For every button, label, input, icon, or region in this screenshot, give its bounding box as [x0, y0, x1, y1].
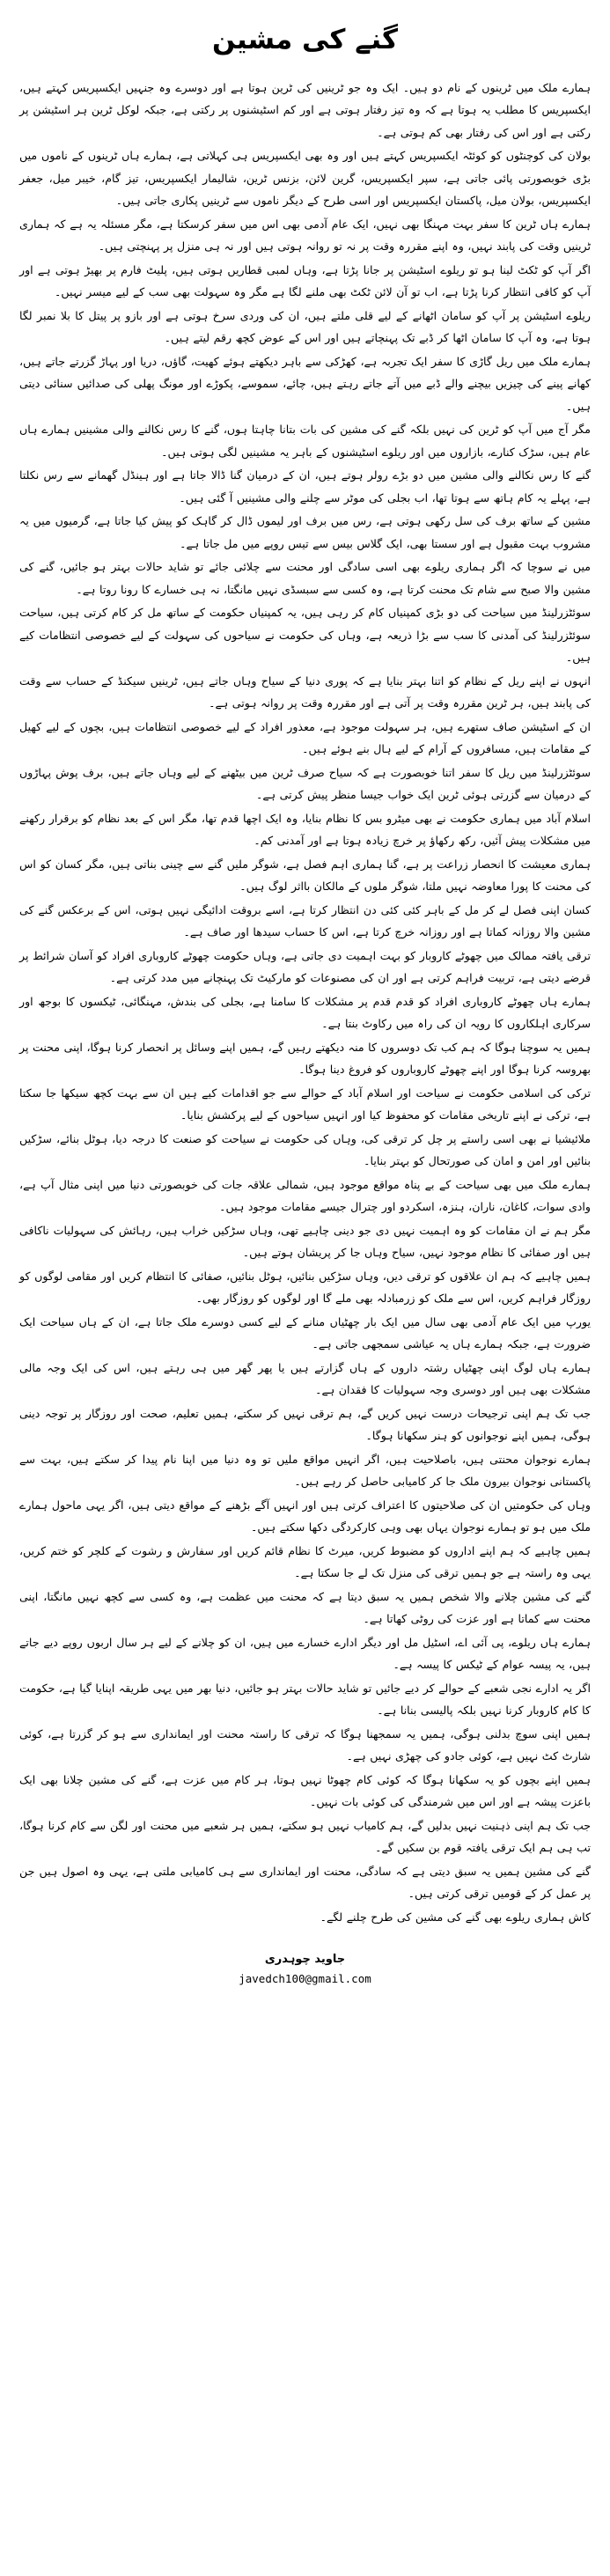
article-paragraph: گنے کی مشین ہمیں یہ سبق دیتی ہے کہ سادگی، محنت اور ایمانداری سے ہی کامیابی ملتی ہے، یہی وہ اصول ہیں جن پر عمل کر کے قومیں ترقی کرتی ہیں۔	[19, 1864, 591, 1901]
page-title: گنے کی مشین	[211, 24, 399, 55]
article-paragraph: ہمیں اپنی سوچ بدلنی ہوگی، ہمیں یہ سمجھنا ہوگا کہ ترقی کا راستہ محنت اور ایمانداری سے ہو کر گزرتا ہے، کوئی شارٹ کٹ نہیں ہے، کوئی جادو کی چھڑی نہیں ہے۔	[19, 1726, 591, 1763]
article-paragraph: میں نے سوچا کہ اگر ہماری ریلوے بھی اسی سادگی اور محنت سے چلائی جائے تو شاید حالات بہتر ہو جائیں، گنے کی مشین والا صبح سے شام تک محنت کرتا ہے، وہ کسی سے سبسڈی نہیں مانگتا، نہ ہی خسارے کا رونا روتا ہے۔	[19, 560, 591, 596]
article-paragraph: گنے کا رس نکالنے والی مشین میں دو بڑے رولر ہوتے ہیں، ان کے درمیان گنا ڈالا جاتا ہے اور ہینڈل گھمانے سے رس نکلتا ہے، پہلے یہ کام ہاتھ سے ہوتا تھا، اب بجلی کی موٹر سے چلنے والی مشینیں آ گئی ہیں۔	[19, 468, 591, 504]
article-paragraph: یورپ میں ایک عام آدمی بھی سال میں ایک بار چھٹیاں منانے کے لیے کسی دوسرے ملک جاتا ہے، ان کے ہاں سیاحت ایک ضرورت ہے، جبکہ ہمارے ہاں یہ عیاشی سمجھی جاتی ہے۔	[19, 1314, 591, 1351]
article-paragraph: ہمارے نوجوان محنتی ہیں، باصلاحیت ہیں، اگر انہیں مواقع ملیں تو وہ دنیا میں اپنا نام پیدا کر سکتے ہیں، بہت سے پاکستانی نوجوان بیرون ملک جا کر کامیابی حاصل کر رہے ہیں۔	[19, 1452, 591, 1489]
article-paragraph: ان کے اسٹیشن صاف ستھرے ہیں، ہر سہولت موجود ہے، معذور افراد کے لیے خصوصی انتظامات ہیں، بچوں کے لیے کھیل کے مقامات ہیں، مسافروں کے آرام کے لیے ہال بنے ہوئے ہیں۔	[19, 719, 591, 756]
article-paragraph: ہمیں چاہیے کہ ہم اپنے اداروں کو مضبوط کریں، میرٹ کا نظام قائم کریں اور سفارش و رشوت کے کلچر کو ختم کریں، یہی وہ راستہ ہے جو ہمیں ترقی کی منزل تک لے جا سکتا ہے۔	[19, 1543, 591, 1580]
article-body	[19, 77, 591, 1929]
article-paragraph: ترقی یافتہ ممالک میں چھوٹے کاروبار کو بہت اہمیت دی جاتی ہے، وہاں حکومت چھوٹے کاروباری افراد کو آسان شرائط پر قرضے دیتی ہے، تربیت فراہم کرتی ہے اور ان کی مصنوعات کو مارکیٹ تک پہنچانے میں مدد کرتی ہے۔	[19, 948, 591, 985]
article-paragraph: سوئٹزرلینڈ میں سیاحت کی دو بڑی کمپنیاں کام کر رہی ہیں، یہ کمپنیاں حکومت کے ساتھ مل کر کام کرتی ہیں، سیاحت سوئٹزرلینڈ کی آمدنی کا سب سے بڑا ذریعہ ہے، وہاں کی حکومت نے سیاحوں کی سہولت کے لیے خصوصی انتظامات کیے ہیں۔	[19, 606, 591, 665]
article-paragraph: ملائیشیا نے بھی اسی راستے پر چل کر ترقی کی، وہاں کی حکومت نے سیاحت کو صنعت کا درجہ دیا، ہوٹل بنائے، سڑکیں بنائیں اور امن و امان کی صورتحال کو بہتر بنایا۔	[19, 1131, 591, 1168]
article-paragraph: ہمارے ہاں چھوٹے کاروباری افراد کو قدم قدم پر مشکلات کا سامنا ہے، بجلی کی بندش، مہنگائی، ٹیکسوں کا بوجھ اور سرکاری اہلکاروں کا رویہ ان کی راہ میں رکاوٹ بنتا ہے۔	[19, 994, 591, 1031]
article-paragraph: مگر آج میں آپ کو ٹرین کی نہیں بلکہ گنے کی مشین کی بات بتانا چاہتا ہوں، گنے کا رس نکالنے والی مشینیں ہمارے ہاں عام ہیں، سڑک کنارے، بازاروں میں اور ریلوے اسٹیشنوں کے باہر یہ مشینیں لگی ہوتی ہیں۔	[19, 423, 591, 459]
article-paragraph: جب تک ہم اپنی ذہنیت نہیں بدلیں گے، ہم کامیاب نہیں ہو سکتے، ہمیں ہر شعبے میں محنت اور لگن سے کام کرنا ہوگا، تب ہی ہم ایک ترقی یافتہ قوم بن سکیں گے۔	[19, 1818, 591, 1855]
article-paragraph: ریلوے اسٹیشن پر آپ کو سامان اٹھانے کے لیے قلی ملتے ہیں، ان کی وردی سرخ ہوتی ہے اور بازو پر پیتل کا بلا نمبر لگا ہوتا ہے، وہ آپ کا سامان اٹھا کر ڈبے تک پہنچاتے ہیں اور اس کے عوض کچھ رقم لیتے ہیں۔	[19, 308, 591, 345]
article-paragraph: ہمارے ہاں ٹرین کا سفر بہت مہنگا بھی نہیں، ایک عام آدمی بھی اس میں سفر کرسکتا ہے، مگر مسئلہ یہ ہے کہ ہماری ٹرینیں وقت کی پابند نہیں، وہ اپنے مقررہ وقت پر نہ تو روانہ ہوتی ہیں اور نہ ہی منزل پر پہنچتی ہیں۔	[19, 217, 591, 254]
article-paragraph: ہماری معیشت کا انحصار زراعت پر ہے، گنا ہماری اہم فصل ہے، شوگر ملیں گنے سے چینی بناتی ہیں، مگر کسان کو اس کی محنت کا پورا معاوضہ نہیں ملتا، شوگر ملوں کے مالکان بااثر لوگ ہیں۔	[19, 857, 591, 894]
article-paragraph: کاش ہماری ریلوے بھی گنے کی مشین کی طرح چلنے لگے۔	[320, 1910, 591, 1924]
byline	[19, 1951, 591, 1988]
article-paragraph: مگر ہم نے ان مقامات کو وہ اہمیت نہیں دی جو دینی چاہیے تھی، وہاں سڑکیں خراب ہیں، رہائش کی سہولیات ناکافی ہیں اور صفائی کا نظام موجود نہیں، سیاح وہاں جا کر پریشان ہوتے ہیں۔	[19, 1223, 591, 1260]
article-paragraph: ہمارے ملک میں بھی سیاحت کے بے پناہ مواقع موجود ہیں، شمالی علاقہ جات کی خوبصورتی دنیا میں اپنی مثال آپ ہے، وادی سوات، کاغان، ناران، ہنزہ، اسکردو اور چترال جیسے مقامات موجود ہیں۔	[19, 1177, 591, 1214]
article-paragraph: اگر آپ کو ٹکٹ لینا ہو تو ریلوے اسٹیشن پر جانا پڑتا ہے، وہاں لمبی قطاریں ہوتی ہیں، پلیٹ فارم پر بھیڑ ہوتی ہے اور آپ کو کافی انتظار کرنا پڑتا ہے، اب تو آن لائن ٹکٹ بھی ملنے لگا ہے مگر وہ سہولت بھی سب کے لیے میسر نہیں۔	[19, 262, 591, 299]
article-paragraph: سوئٹزرلینڈ میں ریل کا سفر اتنا خوبصورت ہے کہ سیاح صرف ٹرین میں بیٹھنے کے لیے وہاں جاتے ہیں، برف پوش پہاڑوں کے درمیان سے گزرتی ہوئی ٹرین ایک خواب جیسا منظر پیش کرتی ہے۔	[19, 765, 591, 802]
article-paragraph: وہاں کی حکومتیں ان کی صلاحیتوں کا اعتراف کرتی ہیں اور انہیں آگے بڑھنے کے مواقع دیتی ہیں، اگر یہی ماحول ہمارے ملک میں ہو تو ہمارے نوجوان یہاں بھی وہی کارکردگی دکھا سکتے ہیں۔	[19, 1498, 591, 1535]
article-paragraph: اگر یہ ادارے نجی شعبے کے حوالے کر دیے جائیں تو شاید حالات بہتر ہو جائیں، دنیا بھر میں یہی طریقہ اپنایا گیا ہے، حکومت کا کام کاروبار کرنا نہیں بلکہ پالیسی بنانا ہے۔	[19, 1681, 591, 1718]
article-paragraph: ہمیں چاہیے کہ ہم ان علاقوں کو ترقی دیں، وہاں سڑکیں بنائیں، ہوٹل بنائیں، صفائی کا انتظام کریں اور مقامی لوگوں کو روزگار فراہم کریں، اس سے ملک کو زرمبادلہ بھی ملے گا اور لوگوں کو روزگار بھی۔	[19, 1269, 591, 1306]
article-paragraph: ہمیں یہ سوچنا ہوگا کہ ہم کب تک دوسروں کا منہ دیکھتے رہیں گے، ہمیں اپنے وسائل پر انحصار کرنا ہوگا، اپنی محنت پر بھروسہ کرنا ہوگا اور اپنے چھوٹے کاروباروں کو فروغ دینا ہوگا۔	[19, 1040, 591, 1077]
article-paragraph: مشین کے ساتھ برف کی سل رکھی ہوتی ہے، رس میں برف اور لیموں ڈال کر گاہک کو پیش کیا جاتا ہے، گرمیوں میں یہ مشروب بہت مقبول ہے اور سستا بھی، ایک گلاس بیس سے تیس روپے میں مل جاتا ہے۔	[19, 514, 591, 550]
article-paragraph: ترکی کی اسلامی حکومت نے سیاحت اور اسلام آباد کے حوالے سے جو اقدامات کیے ہیں ان سے بہت کچھ سیکھا جا سکتا ہے، ترکی نے اپنے تاریخی مقامات کو محفوظ کیا اور انہیں سیاحوں کے لیے پرکشش بنایا۔	[19, 1086, 591, 1122]
author-email: javedch100@gmail.com	[239, 1972, 371, 1986]
article-paragraph: اسلام آباد میں ہماری حکومت نے بھی میٹرو بس کا نظام بنایا، وہ ایک اچھا قدم تھا، مگر اس کے بعد نظام کو برقرار رکھنے میں مشکلات پیش آئیں، رکھ رکھاؤ پر خرچ زیادہ ہوتا ہے اور آمدنی کم۔	[19, 811, 591, 848]
article-paragraph: ہمارے ہاں ریلوے، پی آئی اے، اسٹیل مل اور دیگر ادارے خسارے میں ہیں، ان کو چلانے کے لیے ہر سال اربوں روپے دیے جاتے ہیں، یہ پیسہ عوام کے ٹیکس کا پیسہ ہے۔	[19, 1635, 591, 1672]
article-paragraph: ہمیں اپنے بچوں کو یہ سکھانا ہوگا کہ کوئی کام چھوٹا نہیں ہوتا، ہر کام میں عزت ہے، گنے کی مشین چلانا بھی ایک باعزت پیشہ ہے اور اس میں شرمندگی کی کوئی بات نہیں۔	[19, 1772, 591, 1809]
article-paragraph: ہمارے ملک میں ٹرینوں کے نام دو ہیں۔ ایک وہ جو ٹرینیں کی ٹرین ہوتا ہے اور دوسرے وہ جنہیں ایکسپریس کہتے ہیں، ایکسپریس کا مطلب یہ ہوتا ہے کہ وہ تیز رفتار ہوتی ہے اور کم اسٹیشنوں پر رکتی ہے، جبکہ لوکل ٹرین ہر اسٹیشن پر رکتی ہے اور اس کی رفتار بھی کم ہوتی ہے۔	[19, 80, 591, 139]
article-paragraph: بولان کی کوچنٹوں کو کوئٹہ ایکسپریس کہتے ہیں اور وہ بھی ایکسپریس ہی کہلاتی ہے، ہمارے ہاں ٹرینوں کے ناموں میں بڑی خوبصورتی پائی جاتی ہے، سپر ایکسپریس، گرین لائن، بزنس ٹرین، شالیمار ایکسپریس، تیز گام، خیبر میل، جعفر ایکسپریس، بولان میل، پاکستان ایکسپریس اور اسی طرح کے دیگر ناموں سے ٹرینیں پکاری جاتی ہیں۔	[19, 149, 591, 208]
author-name: جاوید چوہدری	[264, 1953, 346, 1967]
article-paragraph: جب تک ہم اپنی ترجیحات درست نہیں کریں گے، ہم ترقی نہیں کر سکتے، ہمیں تعلیم، صحت اور روزگار پر توجہ دینی ہوگی، ہمیں اپنے نوجوانوں کو ہنر سکھانا ہوگا۔	[19, 1406, 591, 1443]
article-paragraph: کسان اپنی فصل لے کر مل کے باہر کئی کئی دن انتظار کرتا ہے، اسے بروقت ادائیگی نہیں ہوتی، اس کے برعکس گنے کی مشین والا روزانہ کماتا ہے اور روزانہ خرچ کرتا ہے، اس کا حساب سیدھا اور صاف ہے۔	[19, 902, 591, 939]
article-paragraph: ہمارے ہاں لوگ اپنی چھٹیاں رشتہ داروں کے ہاں گزارتے ہیں یا پھر گھر میں ہی رہتے ہیں، اس کی ایک وجہ مالی مشکلات بھی ہیں اور دوسری وجہ سہولیات کا فقدان ہے۔	[19, 1360, 591, 1397]
article-paragraph: ہمارے ملک میں ریل گاڑی کا سفر ایک تجربہ ہے، کھڑکی سے باہر دیکھتے ہوئے کھیت، گاؤں، دریا اور پہاڑ گزرتے جاتے ہیں، کھانے پینے کی چیزیں بیچنے والے ڈبے میں آتے جاتے رہتے ہیں، چائے، سموسے، پکوڑے اور مونگ پھلی کی صدائیں سنائی دیتی ہیں۔	[19, 354, 591, 413]
article-paragraph: گنے کی مشین چلانے والا شخص ہمیں یہ سبق دیتا ہے کہ محنت میں عظمت ہے، وہ کسی سے کچھ نہیں مانگتا، اپنی محنت سے کماتا ہے اور عزت کی روٹی کھاتا ہے۔	[19, 1589, 591, 1626]
article-paragraph: انہوں نے اپنے ریل کے نظام کو اتنا بہتر بنایا ہے کہ پوری دنیا کے سیاح وہاں جاتے ہیں، ٹرینیں سیکنڈ کے حساب سے وقت کی پابند ہیں، ہر ٹرین مقررہ وقت پر آتی ہے اور مقررہ وقت پر روانہ ہوتی ہے۔	[19, 673, 591, 710]
